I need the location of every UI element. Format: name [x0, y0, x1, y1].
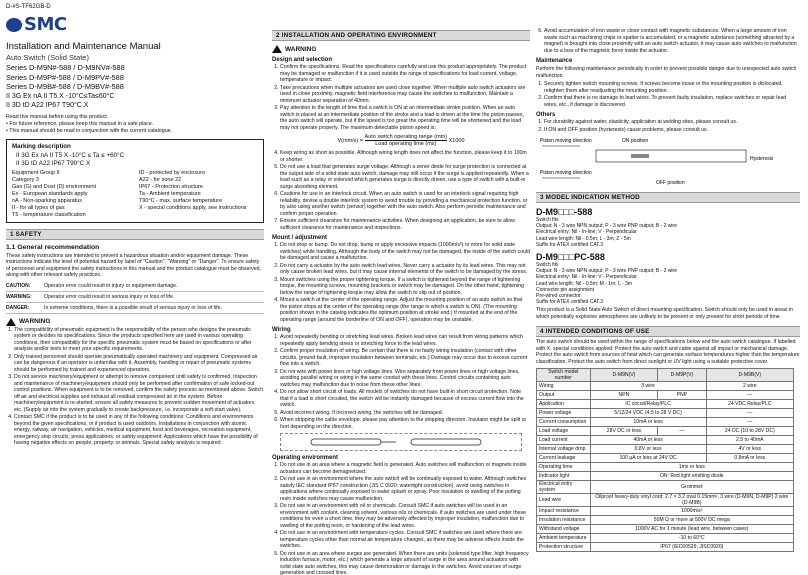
- operating-heading: Operating environment: [272, 455, 339, 461]
- table-cell: ON: Red light emitting diode: [590, 472, 793, 481]
- table-cell: Withstand voltage: [537, 525, 591, 534]
- table-cell: Electrical entry system: [537, 481, 591, 494]
- read-bullet: • For future reference, please keep this manual in a safe place.: [6, 120, 154, 127]
- hazard-level-text: Operator error could result in injury or equipment damage.: [44, 282, 178, 289]
- table-cell: 40mA or less: [590, 436, 706, 445]
- table-cell: IP67 (IEC60529, JISC0920): [590, 543, 793, 552]
- model-legend-item: Electrical entry: Nil - In-line; V - Perpendicular: [536, 229, 637, 236]
- warning-heading: WARNING: [272, 45, 530, 53]
- table-cell: 3 wire: [590, 382, 706, 391]
- series-list: [6, 63, 264, 92]
- list-item: 2. Do not carry a actuator by the auto switch lead wires. Never carry a actuator by its lead wires. This may not only cause broken lead wires, but it may cause internal elements of the switch to be damaged by the stress.: [280, 263, 530, 276]
- list-item: 2. Only trained personnel should operate pneumatically operated machinery and equipment. Compressed air can be dangerous if an operator is unfamiliar with it. Assembly, handling or repair of pneumatic systems should be performed by trained and experienced operators.: [14, 354, 264, 374]
- design-heading: Design and selection: [272, 57, 333, 63]
- table-cell: 2 wire: [706, 382, 793, 391]
- table-row: [537, 454, 794, 463]
- table-cell: 50M Ω or more at 500V DC mega: [590, 516, 793, 525]
- model-legend-item: Suffix for ATEX certified CAT.3: [536, 299, 603, 306]
- hazard-level-row: [6, 281, 264, 292]
- smc-logo-icon: [6, 18, 22, 32]
- spec-header-cell: D-M9B(V): [706, 369, 793, 382]
- cable-stripping-figure: [280, 433, 522, 451]
- marking-item: Category 3: [12, 176, 39, 183]
- table-cell: Grommet: [590, 481, 793, 494]
- marking-item: A22 - for zone 22: [139, 176, 182, 183]
- maintenance-heading: Maintenance: [536, 58, 573, 64]
- table-row: [537, 507, 794, 516]
- others-heading: Others: [536, 112, 556, 118]
- table-row: [537, 427, 794, 436]
- spec-table: [536, 368, 794, 552]
- read-note: [6, 114, 264, 134]
- table-row: [537, 436, 794, 445]
- marking-item: Gas (G) and Dust (D) environment: [12, 183, 97, 190]
- model-legend-item: Lead wire length: Nil - 0.5m; M - 1m; L - 3m: [536, 280, 632, 287]
- table-cell: 0.8V or less: [590, 445, 706, 454]
- spec-header-cell: D-M9N(V): [590, 369, 658, 382]
- table-cell: Wiring: [537, 382, 591, 391]
- table-row: [537, 472, 794, 481]
- table-cell: 10mA or less: [590, 418, 706, 427]
- list-item: 3. Do not wire with power lines or high voltage lines. Wire separately from power lines or high voltage lines, avoiding parallel wiring or wiring in the same conduit with these lines. Control circuits containing auto switches may malfunction due to noise from these other lines.: [280, 369, 530, 389]
- table-cell: 24 VDC Relay/PLC: [706, 400, 793, 409]
- table-cell: 0.8mA or less: [706, 454, 793, 463]
- list-item: 4. Mount a switch at the center of the operating range. Adjust the mounting position of an auto switch so that the piston stops at the center of the operating range (the range in which a switch is ON). (The mounting position shown in the catalog indicates the optimum position at stroke end.) If mounted at the end of the operating range (around the borderline of ON and OFF), operation may be unstable.: [280, 297, 530, 323]
- section-installation-header: 2 INSTALLATION AND OPERATING ENVIRONMENT: [272, 30, 530, 41]
- model-legend-item: Switch fits: [536, 262, 559, 269]
- list-item: 5. Avoid incorrect wiring. If incorrect wiring, the switches will be damaged.: [280, 410, 530, 417]
- model-legend-item: Electrical entry: Nil - In-line; V - Perpendicular: [536, 274, 637, 281]
- marking-right: [139, 170, 258, 219]
- table-cell: IC circuit/Relay/PLC: [590, 400, 706, 409]
- table-cell: 2.5 to 40mA: [706, 436, 793, 445]
- series-line: Series D-M9B#-588 / D-M9BV#-588: [6, 82, 124, 92]
- switch-body: [631, 154, 649, 158]
- general-recommendation-heading: 1.1 General recommendation: [6, 243, 100, 251]
- model-legend-item: Connector pin assignment: [536, 286, 595, 293]
- list-item: 4. Do not use in an environment with temperature cycles. Consult SMC if switches are used where there are temperature cycles other than normal air temperature changes, as there may be adverse effects inside the switches.: [280, 530, 530, 550]
- fig-label: Piston moving direction: [540, 138, 592, 144]
- table-row: [537, 391, 794, 400]
- table-cell: —: [706, 418, 793, 427]
- list-item: 2. Confirm that there is no damage to lead wires. To prevent faulty insulation, replace switches or repair lead wires, etc., if damage is discovered.: [544, 95, 800, 108]
- list-item: 2. If ON and OFF position (hysteresis) cause problems, please consult us.: [544, 127, 800, 134]
- list-item: 3. Do not service machinery/equipment or attempt to remove component until safety is confirmed. Inspection and maintenance of machinery/equipment should only be performed after confirmation of safe locked-out control positions. When equipment is to be removed, confirm the safety process as mentioned above. Switch off air and electrical supplies and exhaust all residual compressed air in the system. Before machinery/equipment is re-started, ensure all safety measures to prevent sudden movement of actuators etc. (Supply air into the system gradually to create backpressure, i.e. incorporate a soft-start valve).: [14, 374, 264, 413]
- table-row: [537, 481, 794, 494]
- list-item: 4. Do not allow short circuit of loads. All models of switches do not have built-in short circuit protection. Note that if a load is short circuited, the switch will be instantly damaged because of excess current flow into the switch.: [280, 389, 530, 409]
- table-row: [537, 494, 794, 507]
- model-footnote: This product is a Solid State Auto Switch of direct mounting specification. Switch should only be used in areas in which potentially explosive atmospheres are unlikely to be present or only present for short periods of time.: [536, 307, 793, 320]
- hazard-level-label: WARNING:: [6, 293, 32, 300]
- list-item: 1. The compatibility of pneumatic equipment is the responsibility of the person who designs the pneumatic system or decides its specifications. Since the products specified here are used in various operating conditions, their compatibility for the specific pneumatic system must be based on specifications or after analysis and/or tests to meet your specific requirements.: [14, 327, 264, 353]
- table-row: [537, 418, 794, 427]
- table-cell: 1000m/s²: [590, 507, 793, 516]
- table-cell: Protection structure: [537, 543, 591, 552]
- table-row: [537, 382, 794, 391]
- model-legend-item: Lead wire length: Nil - 0.5m; L - 3m; Z - 5m: [536, 235, 631, 242]
- list-item: 3. Mount switches using the proper tightening torque. If a switch is tightened beyond the range of tightening torque, the mounting screws, mounting brackets or switch may be damaged. On the other hand, tightening below the range of tightening torque may allow the switch to slip out of position.: [280, 277, 530, 297]
- marking-item: T5 - temperature classification: [12, 211, 86, 218]
- marking-item: Equipment Group II: [12, 169, 60, 176]
- list-item: 1. Do not drop or bump. Do not drop, bump or apply excessive impacts (1000m/s²) or more for solid state switches) while handling. Although the body of the switch may not be damaged, the inside of the switch could be damaged and cause a malfunction.: [280, 242, 530, 262]
- list-item: 1. Confirm the specifications. Read the specifications carefully and use this product appropriately. The product may be damaged or malfunction if it is used outside the range of specifications for load current, voltage, temperature or impact.: [280, 64, 530, 84]
- right-column: [536, 0, 800, 575]
- marking-item: T90°C - max. surface temperature: [139, 197, 223, 204]
- hazard-level-row: [6, 292, 264, 303]
- table-cell: Lead wire: [537, 494, 591, 507]
- hazard-level-row: [6, 303, 264, 314]
- list-item: 6. When stripping the cable envelope, please pay attention to the stripping direction. Insulator might be split or hurt depending on the direction.: [280, 417, 530, 430]
- table-cell: Operating time: [537, 463, 591, 472]
- table-cell: —: [658, 427, 706, 436]
- marking-title: Marking description: [12, 142, 71, 150]
- table-cell: Current leakage: [537, 454, 591, 463]
- marking-codes: II 3G Ex nA II T5 X -10°C ≤ Ta ≤ +60°C II 3D tD A22 IP67 T90°C X: [16, 151, 125, 167]
- table-cell: Load current: [537, 436, 591, 445]
- spec-header-cell: Switch model number: [537, 369, 591, 382]
- hazard-level-text: Operator error could result in serious injury or loss of life.: [44, 293, 175, 300]
- series-line: Series D-M9P#-588 / D-M9PV#-588: [6, 72, 124, 82]
- safety-list: [6, 327, 264, 447]
- table-cell: 1ms or less: [590, 463, 793, 472]
- table-row: [537, 409, 794, 418]
- model-1-legend: [536, 217, 800, 248]
- list-item: 6. Avoid accumulation of iron waste or close contact with magnetic substances. When a large amount of iron waste such as machining chips or spatter is accumulated, or a magnetic substance (something attracted by a magnet) is brought into close proximity with an auto switch actuator, it may cause auto switches to malfunction due to a loss of the magnetic force inside the actuator.: [544, 28, 800, 54]
- marking-item: X - special conditions apply, see instructions: [139, 204, 247, 211]
- hazard-levels: [6, 281, 264, 314]
- marking-left: [12, 170, 131, 219]
- table-row: [537, 445, 794, 454]
- list-item: 6. Cautions for use in an interlock circuit. When an auto switch is used for an interlock signal requiring high reliability, devise a double interlock system to avoid trouble by providing a mechanical protection function, or by also using another switch (sensor) together with the auto switch. Also perform periodic maintenance and confirm proper operation.: [280, 191, 530, 217]
- list-item: 7. Ensure sufficient clearance for maintenance activities. When designing an application, be sure to allow sufficient clearance for maintenance and inspections.: [280, 218, 530, 231]
- list-item: 5. Do not use a load that generates surge voltage. Although a zener diode for surge protection is connected at the output side of a solid state auto switch, damage may still occur if the surge is applied repeatedly. When a load such as a relay or solenoid which generates surge is directly driven, use a type of switch with a built-in surge absorbing element.: [280, 164, 530, 190]
- design-list: [272, 64, 530, 131]
- conditions-intro: The auto switch should be used within the range of specifications below and the auto switch catalogue. If labelled with X: special conditions applied: Protect the auto switch and cable against all impact or mechanical damage. Protect the auto switch from sources of heat which can generate surface temperatures higher than the temperature classification. Protect the auto switch from direct sunlight or UV light using a suitable protective cover.: [536, 339, 800, 365]
- marking-item: nA - Non-sparking apparatus: [12, 197, 83, 204]
- model-legend-item: Suffix for ATEX certified CAT.3: [536, 241, 603, 248]
- marking-item: tD - protected by enclosure: [139, 169, 206, 176]
- table-cell: —: [706, 391, 793, 400]
- marking-item: Ex - European standards apply: [12, 190, 88, 197]
- table-cell: Load voltage: [537, 427, 591, 436]
- maintenance-list: [536, 81, 800, 108]
- warning-heading: WARNING: [6, 318, 264, 326]
- model-code-2: D-M9□□□PC-588: [536, 252, 605, 263]
- table-cell: Power voltage: [537, 409, 591, 418]
- list-item: 3. Do not use in an environment with oil or chemicals. Consult SMC if auto switches will be used in an environment with coolant, cleaning solvent, various oils or chemicals. If auto switches are used under these conditions for even a short time, they may be adversely affected by improper insulation, malfunction due to swelling of the potting resin, or hardening of the lead wires.: [280, 503, 530, 529]
- table-cell: Oilproof heavy-duty vinyl cord: 2.7 × 3.2 oval 0.15mm², 3 wire (D-M9N, D-M9P) 2 wire (D-M9B): [590, 494, 793, 507]
- list-item: 2. Take precautions when multiple actuators are used close together. When multiple auto switch actuators are used in close proximity, magnetic field interference may cause the switches to malfunction. Maintain a minimum actuator separation of 40mm.: [280, 85, 530, 105]
- read-note-text: Read this manual before using this product.: [6, 114, 109, 121]
- table-cell: 5/12/24 VDC (4.5 to 28 V DC): [590, 409, 706, 418]
- table-cell: Output: [537, 391, 591, 400]
- actuator-body: [596, 150, 746, 162]
- speed-equation: V(mm/s) = Auto switch operating range (mm) Load operating time (ms) X1000: [337, 134, 465, 147]
- table-cell: Indicator light: [537, 472, 591, 481]
- spec-table-body: [537, 382, 794, 552]
- fig-label: ON position: [622, 138, 649, 144]
- design-list-continued: [272, 150, 530, 231]
- list-item: 2. Do not use in an environment where the auto switch will be continually exposed to water. Although switches satisfy IEC standard IP67 construction (JIS C 0920: watertight construction), avoid using switches in applications where continually exposed to water splash or spray. Poor insulation or swelling of the potting resin inside switches may cause malfunction.: [280, 476, 530, 502]
- spec-table-header: [537, 369, 794, 382]
- hazard-level-label: DANGER:: [6, 304, 30, 311]
- table-cell: Impact resistance: [537, 507, 591, 516]
- section-conditions-header: 4 INTENDED CONDITIONS OF USE: [536, 326, 800, 337]
- others-list: [536, 119, 800, 133]
- table-row: [537, 534, 794, 543]
- maintenance-intro: Perform the following maintenance periodically in order to prevent possible danger due to unexpected auto switch malfunction.: [536, 66, 797, 79]
- marking-item: II - for all types of gas: [12, 204, 65, 211]
- model-legend-item: Switch fits: [536, 217, 559, 223]
- table-row: [537, 516, 794, 525]
- list-item: 1. For durability against water, elasticity, application at welding sites, please consult us.: [544, 119, 800, 126]
- list-item: 5. Do not use in an area where surges are generated. When there are units (solenoid type lifter, high frequency induction furnace, motor, etc.) which generate a large amount of surge in the area around actuators with solid state auto switches, this may cause deterioration or damage to the switches. Avoid sources of surge generation and crossed lines.: [280, 551, 530, 575]
- fig-label: Hysteresis: [750, 156, 774, 162]
- list-item: 1. Avoid repeatedly bending or stretching lead wires. Broken lead wires can result from wiring patterns which repeatedly apply bending stress or stretching force to the lead wires.: [280, 334, 530, 347]
- warning-triangle-icon: [272, 45, 282, 53]
- safety-intro: These safety instructions are intended to prevent a hazardous situation and/or equipment damage. These instructions indicate the level of potential hazard by label of "Caution", "Warning" or "Danger". To ensure safety of personnel and equipment the safety instructions in this manual and the product catalogue must be observed, along with other relevant safety practices.: [6, 252, 261, 279]
- operating-list-continued: [536, 28, 800, 54]
- middle-column: [272, 0, 530, 575]
- list-item: 4. Keep wiring as short as possible. Although wiring length does not affect the function, please keep it to 100m or shorter.: [280, 150, 530, 163]
- list-item: 2. Confirm proper insulation of wiring. Be certain that there is no faulty wiring insulation (contact with other circuits, ground fault, improper insulation between terminals, etc.) Damage may occur due to excess current flow into a switch.: [280, 348, 530, 368]
- table-cell: Ambient temperature: [537, 534, 591, 543]
- table-cell: 100 μA or less at 24V DC: [590, 454, 706, 463]
- marking-item: Ta - Ambient temperature: [139, 190, 201, 197]
- table-row: [537, 525, 794, 534]
- spec-header-cell: D-M9P(V): [658, 369, 706, 382]
- table-cell: -10 to 60°C: [590, 534, 793, 543]
- page-title: Installation and Maintenance Manual: [6, 41, 161, 52]
- marking-grid: [12, 170, 258, 219]
- cable-stripping-icon: [301, 435, 501, 449]
- model-legend-item: Output: N - 3 wire NPN output; P - 3 wire PNP output; B - 2 wire: [536, 223, 677, 230]
- hysteresis-diagram: [536, 134, 796, 186]
- document-number: D-#S-TF62GB-D: [6, 4, 51, 10]
- table-cell: Application: [537, 400, 591, 409]
- subtitle: Auto Switch (Solid State): [6, 53, 89, 62]
- list-item: 4. Contact SMC if the product is to be used in any of the following conditions: Conditions and environments beyond the given specifications, or if product is used outdoors. Installations in conjunction with atomic energy, railway, air navigation, vehicles, medical equipment, food and beverages, recreation equipment, emergency stop circuits, press applications, or safety equipment. Applications which have the possibility of having negative effects on people, property, or animals. Special safety analysis is required.: [14, 414, 264, 447]
- fig-label: Piston moving direction: [540, 170, 592, 176]
- table-cell: 28V DC or less: [590, 427, 658, 436]
- table-cell: 24 DC (10 to 28V DC): [706, 427, 793, 436]
- hazard-level-text: In extreme conditions, there is a possible result of serious injury or loss of life.: [44, 304, 222, 311]
- table-cell: PNP: [658, 391, 706, 400]
- table-cell: 1000V AC for 1 minute (lead wire, between cases): [590, 525, 793, 534]
- wiring-list: [272, 334, 530, 430]
- marking-box: [6, 139, 264, 223]
- model-2-legend: [536, 262, 800, 305]
- list-item: 1. Do not use in an area where a magnetic field is generated. Auto switches will malfunction or magnets inside actuators can become demagnetized.: [280, 462, 530, 475]
- warning-triangle-icon: [6, 318, 16, 326]
- table-row: [537, 543, 794, 552]
- list-item: 1. Securely tighten switch mounting screws. If screws become loose or the mounting position is dislocated, retighten them after readjusting the mounting position.: [544, 81, 800, 94]
- table-cell: NPN: [590, 391, 658, 400]
- atex-line: II 3G Ex nA II T5 X -10°C≤Ta≤60°C: [6, 92, 115, 100]
- atex-marking: [6, 92, 264, 110]
- wiring-heading: Wiring: [272, 327, 291, 333]
- table-cell: Internal voltage drop: [537, 445, 591, 454]
- table-cell: Insulation resistance: [537, 516, 591, 525]
- mount-list: [272, 242, 530, 323]
- table-cell: —: [706, 409, 793, 418]
- section-model-header: 3 MODEL INDICATION METHOD: [536, 192, 800, 203]
- model-code-1: D-M9□□□-588: [536, 207, 593, 217]
- section-safety-header: 1 SAFETY: [6, 229, 264, 240]
- hazard-level-label: CAUTION:: [6, 282, 31, 289]
- left-column: [6, 0, 264, 575]
- atex-line: II 3D tD A22 IP67 T90°C X: [6, 101, 89, 109]
- series-line: Series D-M9N#-588 / D-M9NV#-588: [6, 63, 125, 72]
- table-cell: 4V or less: [706, 445, 793, 454]
- smc-logo: SMC: [6, 14, 264, 35]
- operating-list: [272, 462, 530, 575]
- list-item: 3. Pay attention to the length of time that a switch is ON at an intermediate stroke position. When an auto switch is placed at an intermediate position of the stroke and a load is driven at the time the piston passes, the auto switch will operate, but if the speed is too great the operating time will be shortened and the load may not operate properly. The maximum detectable piston speed is:: [280, 105, 530, 131]
- marking-item: IP67 - Protection structure: [139, 183, 203, 190]
- model-legend-item: Output: N - 3 wire NPN output; P - 3 wire PNP output; B - 2 wire: [536, 268, 677, 275]
- model-legend-item: Pre-wired connector: [536, 293, 581, 300]
- table-row: [537, 400, 794, 409]
- table-row: [537, 463, 794, 472]
- mount-heading: Mount / adjustment: [272, 235, 327, 241]
- read-bullet: • This manual should be read in conjunction with the current catalogue.: [6, 127, 173, 134]
- fig-label: OFF position: [656, 180, 685, 186]
- table-cell: Current consumption: [537, 418, 591, 427]
